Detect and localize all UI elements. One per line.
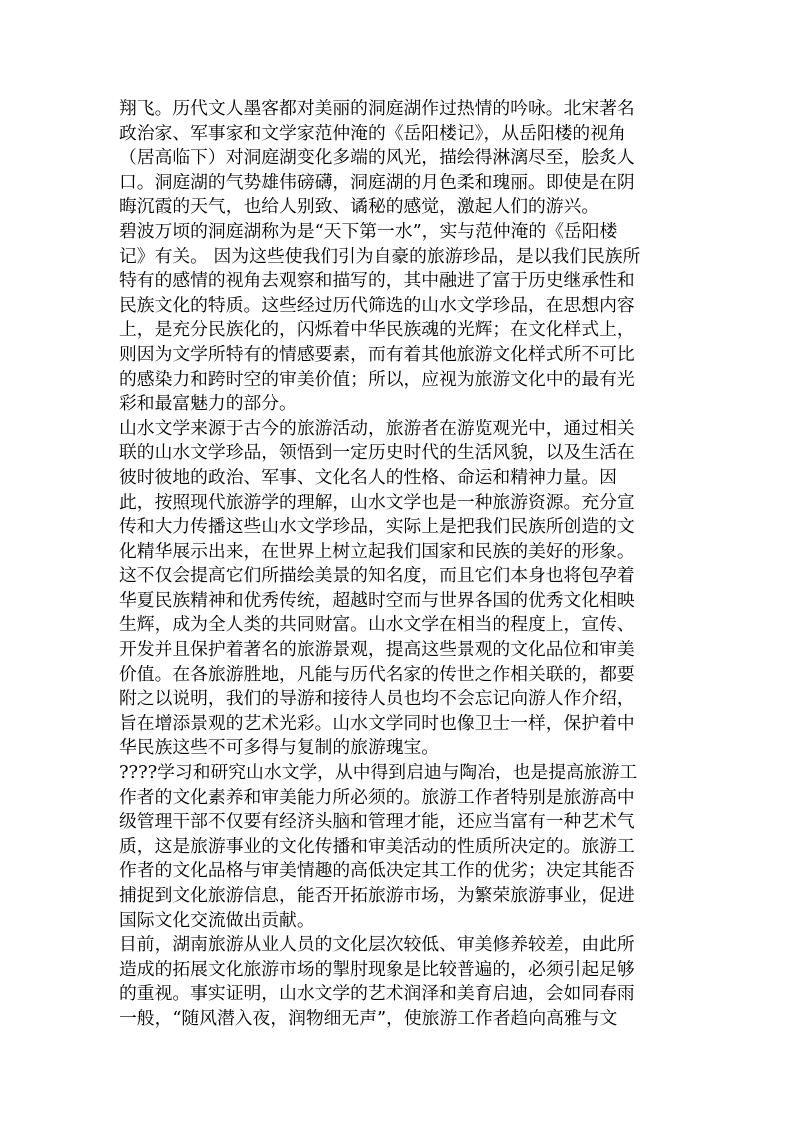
text-line: ????学习和研究山水文学，从中得到启迪与陶冶，也是提高旅游工 (119, 762, 638, 784)
text-line: 联的山水文学珍品，领悟到一定历史时代的生活风貌，以及生活在 (119, 442, 635, 464)
text-line: 彩和最富魅力的部分。 (119, 393, 297, 415)
text-line: 造成的拓展文化旅游市场的掣肘现象是比较普遍的，必须引起足够 (119, 958, 635, 980)
text-line: 晦沉霞的天气，也给人别致、谲秘的感觉，激起人们的游兴。 (119, 196, 600, 218)
text-line: 上，是充分民族化的，闪烁着中华民族魂的光辉；在文化样式上， (119, 319, 635, 341)
text-line: 特有的感情的视角去观察和描写的，其中融进了富于历史继承性和 (119, 270, 635, 292)
body-text (119, 97, 679, 1032)
text-line: 山水文学来源于古今的旅游活动，旅游者在游览观光中，通过相关 (119, 417, 635, 439)
text-line: 开发并且保护着著名的旅游景观，提高这些景观的文化品位和审美 (119, 639, 635, 661)
text-line: 政治家、军事家和文学家范仲淹的《岳阳楼记》，从岳阳楼的视角 (119, 122, 626, 144)
text-line: 彼时彼地的政治、军事、文化名人的性格、命运和精神力量。因 (119, 466, 617, 488)
text-line: 生辉，成为全人类的共同财富。山水文学在相当的程度上，宣传、 (119, 614, 635, 636)
text-line: 旨在增添景观的艺术光彩。山水文学同时也像卫士一样，保护着中 (119, 712, 635, 734)
text-line: 捕捉到文化旅游信息，能否开拓旅游市场，为繁荣旅游事业，促进 (119, 885, 635, 906)
text-line: 目前，湖南旅游从业人员的文化层次较低、审美修养较差，由此所 (119, 934, 635, 956)
text-line: 价值。在各旅游胜地，凡能与历代名家的传世之作相关联的，都要 (119, 663, 635, 685)
text-line: 此，按照现代旅游学的理解，山水文学也是一种旅游资源。充分宣 (119, 491, 635, 513)
text-line: 翔飞。历代文人墨客都对美丽的洞庭湖作过热情的吟咏。北宋著名 (119, 98, 635, 119)
text-line: 质，这是旅游事业的文化传播和审美活动的性质所决定的。旅游工 (119, 835, 635, 857)
text-line: 口。洞庭湖的气势雄伟磅礴，洞庭湖的月色柔和瑰丽。即使是在阴 (119, 171, 635, 193)
text-line: 传和大力传播这些山水文学珍品，实际上是把我们民族所创造的文 (119, 516, 635, 538)
text-line: 级管理干部不仅要有经济头脑和管理才能，还应当富有一种艺术气 (119, 811, 635, 833)
text-line: 这不仅会提高它们所描绘美景的知名度，而且它们本身也将包孕着 (119, 565, 635, 587)
text-line: 华民族这些不可多得与复制的旅游瑰宝。 (119, 737, 440, 759)
text-line: 则因为文学所特有的情感要素，而有着其他旅游文化样式所不可比 (119, 343, 635, 365)
text-line: 化精华展示出来，在世界上树立起我们国家和民族的美好的形象。 (119, 540, 635, 562)
text-line: 华夏民族精神和优秀传统，超越时空而与世界各国的优秀文化相映 (119, 589, 635, 611)
text-line: 国际文化交流做出贡献。 (119, 909, 315, 931)
text-line: 附之以说明，我们的导游和接待人员也均不会忘记向游人作介绍， (119, 688, 635, 710)
text-line: （居高临下）对洞庭湖变化多端的风光，描绘得淋漓尽至，脍炙人 (119, 147, 635, 169)
text-line: 作者的文化品格与审美情趣的高低决定其工作的优劣；决定其能否 (119, 860, 635, 882)
text-line: 记》有关。 因为这些使我们引为自豪的旅游珍品，是以我们民族所 (119, 245, 641, 267)
text-line: 作者的文化素养和审美能力所必须的。旅游工作者特别是旅游高中 (119, 786, 635, 808)
text-line: 民族文化的特质。这些经过历代筛选的山水文学珍品，在思想内容 (119, 294, 635, 316)
text-line: 的重视。事实证明，山水文学的艺术润泽和美育启迪，会如同春雨 (119, 983, 635, 1005)
text-line: 的感染力和跨时空的审美价值；所以，应视为旅游文化中的最有光 (119, 368, 635, 390)
text-line: 一般，“随风潜入夜，润物细无声”，使旅游工作者趋向高雅与文 (119, 1007, 618, 1029)
text-line: 碧波万顷的洞庭湖称为是“天下第一水”，实与范仲淹的《岳阳楼 (119, 220, 618, 242)
